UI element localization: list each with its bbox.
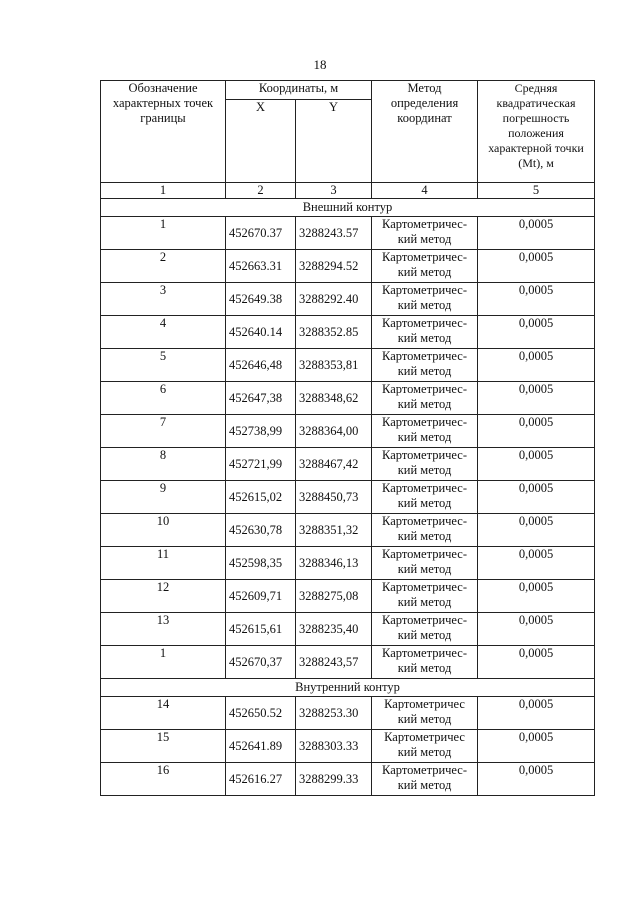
method-cell: Картометричес-кий метод xyxy=(372,349,478,382)
table-row xyxy=(101,514,595,547)
error-value: 0,0005 xyxy=(478,646,595,679)
error-value: 0,0005 xyxy=(478,316,595,349)
table-row xyxy=(101,349,595,382)
error-value: 0,0005 xyxy=(478,547,595,580)
method-cell: Картометричес-кий метод xyxy=(372,448,478,481)
table-row xyxy=(101,250,595,283)
x-coordinate: 452670,37 xyxy=(226,646,296,679)
y-coordinate: 3288292.40 xyxy=(296,283,372,316)
y-coordinate: 3288303.33 xyxy=(296,730,372,763)
x-coordinate: 452615,61 xyxy=(226,613,296,646)
error-value: 0,0005 xyxy=(478,580,595,613)
error-value: 0,0005 xyxy=(478,481,595,514)
point-label: 12 xyxy=(101,580,226,613)
table-row xyxy=(101,283,595,316)
table-row xyxy=(101,547,595,580)
y-coordinate: 3288346,13 xyxy=(296,547,372,580)
y-coordinate: 3288235,40 xyxy=(296,613,372,646)
column-number: 5 xyxy=(478,183,595,199)
point-label: 7 xyxy=(101,415,226,448)
y-coordinate: 3288450,73 xyxy=(296,481,372,514)
y-coordinate: 3288351,32 xyxy=(296,514,372,547)
section-title: Внутренний контур xyxy=(101,679,595,697)
error-value: 0,0005 xyxy=(478,730,595,763)
column-number: 3 xyxy=(296,183,372,199)
point-label: 14 xyxy=(101,697,226,730)
point-label: 3 xyxy=(101,283,226,316)
column-number: 2 xyxy=(226,183,296,199)
x-coordinate: 452616.27 xyxy=(226,763,296,796)
column-number: 1 xyxy=(101,183,226,199)
x-coordinate: 452670.37 xyxy=(226,217,296,250)
method-cell: Картометричес-кий метод xyxy=(372,217,478,250)
header-method: Метод определения координат xyxy=(372,81,478,183)
error-value: 0,0005 xyxy=(478,382,595,415)
error-value: 0,0005 xyxy=(478,250,595,283)
x-coordinate: 452738,99 xyxy=(226,415,296,448)
method-cell: Картометричес кий метод xyxy=(372,730,478,763)
point-label: 10 xyxy=(101,514,226,547)
x-coordinate: 452598,35 xyxy=(226,547,296,580)
method-cell: Картометричес-кий метод xyxy=(372,481,478,514)
header-y: Y xyxy=(296,100,372,183)
table-row xyxy=(101,448,595,481)
point-label: 1 xyxy=(101,217,226,250)
table-row xyxy=(101,217,595,250)
table-row xyxy=(101,763,595,796)
y-coordinate: 3288243.57 xyxy=(296,217,372,250)
x-coordinate: 452615,02 xyxy=(226,481,296,514)
y-coordinate: 3288353,81 xyxy=(296,349,372,382)
x-coordinate: 452630,78 xyxy=(226,514,296,547)
error-value: 0,0005 xyxy=(478,283,595,316)
method-cell: Картометричес-кий метод xyxy=(372,382,478,415)
method-cell: Картометричес-кий метод xyxy=(372,514,478,547)
column-numbers-row xyxy=(101,183,595,199)
point-label: 15 xyxy=(101,730,226,763)
header-coordinates: Координаты, м xyxy=(226,81,372,100)
column-number: 4 xyxy=(372,183,478,199)
table-row xyxy=(101,697,595,730)
error-value: 0,0005 xyxy=(478,697,595,730)
point-label: 6 xyxy=(101,382,226,415)
header-error: Средняя квадратическая погрешность положения характерной точки (Mt), м xyxy=(478,81,595,183)
error-value: 0,0005 xyxy=(478,448,595,481)
error-value: 0,0005 xyxy=(478,217,595,250)
x-coordinate: 452649.38 xyxy=(226,283,296,316)
section-title: Внешний контур xyxy=(101,199,595,217)
method-cell: Картометричес-кий метод xyxy=(372,613,478,646)
point-label: 1 xyxy=(101,646,226,679)
method-cell: Картометричес-кий метод xyxy=(372,415,478,448)
table-row xyxy=(101,730,595,763)
table-row xyxy=(101,382,595,415)
x-coordinate: 452650.52 xyxy=(226,697,296,730)
x-coordinate: 452641.89 xyxy=(226,730,296,763)
y-coordinate: 3288352.85 xyxy=(296,316,372,349)
table-row xyxy=(101,316,595,349)
y-coordinate: 3288467,42 xyxy=(296,448,372,481)
method-cell: Картометричес-кий метод xyxy=(372,763,478,796)
point-label: 16 xyxy=(101,763,226,796)
header-designation: Обозначение характерных точек границы xyxy=(101,81,226,183)
x-coordinate: 452640.14 xyxy=(226,316,296,349)
header-x: X xyxy=(226,100,296,183)
point-label: 11 xyxy=(101,547,226,580)
y-coordinate: 3288364,00 xyxy=(296,415,372,448)
section-row xyxy=(101,199,595,217)
x-coordinate: 452609,71 xyxy=(226,580,296,613)
table-row xyxy=(101,580,595,613)
point-label: 4 xyxy=(101,316,226,349)
error-value: 0,0005 xyxy=(478,763,595,796)
y-coordinate: 3288299.33 xyxy=(296,763,372,796)
method-cell: Картометричес-кий метод xyxy=(372,283,478,316)
table-row xyxy=(101,415,595,448)
y-coordinate: 3288275,08 xyxy=(296,580,372,613)
table-row xyxy=(101,646,595,679)
y-coordinate: 3288253.30 xyxy=(296,697,372,730)
error-value: 0,0005 xyxy=(478,415,595,448)
y-coordinate: 3288294.52 xyxy=(296,250,372,283)
method-cell: Картометричес-кий метод xyxy=(372,646,478,679)
x-coordinate: 452721,99 xyxy=(226,448,296,481)
y-coordinate: 3288243,57 xyxy=(296,646,372,679)
x-coordinate: 452646,48 xyxy=(226,349,296,382)
x-coordinate: 452663.31 xyxy=(226,250,296,283)
point-label: 9 xyxy=(101,481,226,514)
y-coordinate: 3288348,62 xyxy=(296,382,372,415)
table-row xyxy=(101,613,595,646)
method-cell: Картометричес-кий метод xyxy=(372,580,478,613)
point-label: 13 xyxy=(101,613,226,646)
error-value: 0,0005 xyxy=(478,349,595,382)
method-cell: Картометричес-кий метод xyxy=(372,250,478,283)
method-cell: Картометричес кий метод xyxy=(372,697,478,730)
point-label: 5 xyxy=(101,349,226,382)
x-coordinate: 452647,38 xyxy=(226,382,296,415)
error-value: 0,0005 xyxy=(478,514,595,547)
point-label: 8 xyxy=(101,448,226,481)
table-row xyxy=(101,481,595,514)
page-number: 18 xyxy=(313,57,327,72)
method-cell: Картометричес-кий метод xyxy=(372,316,478,349)
point-label: 2 xyxy=(101,250,226,283)
section-row xyxy=(101,679,595,697)
method-cell: Картометричес-кий метод xyxy=(372,547,478,580)
error-value: 0,0005 xyxy=(478,613,595,646)
coordinates-table xyxy=(100,80,595,796)
